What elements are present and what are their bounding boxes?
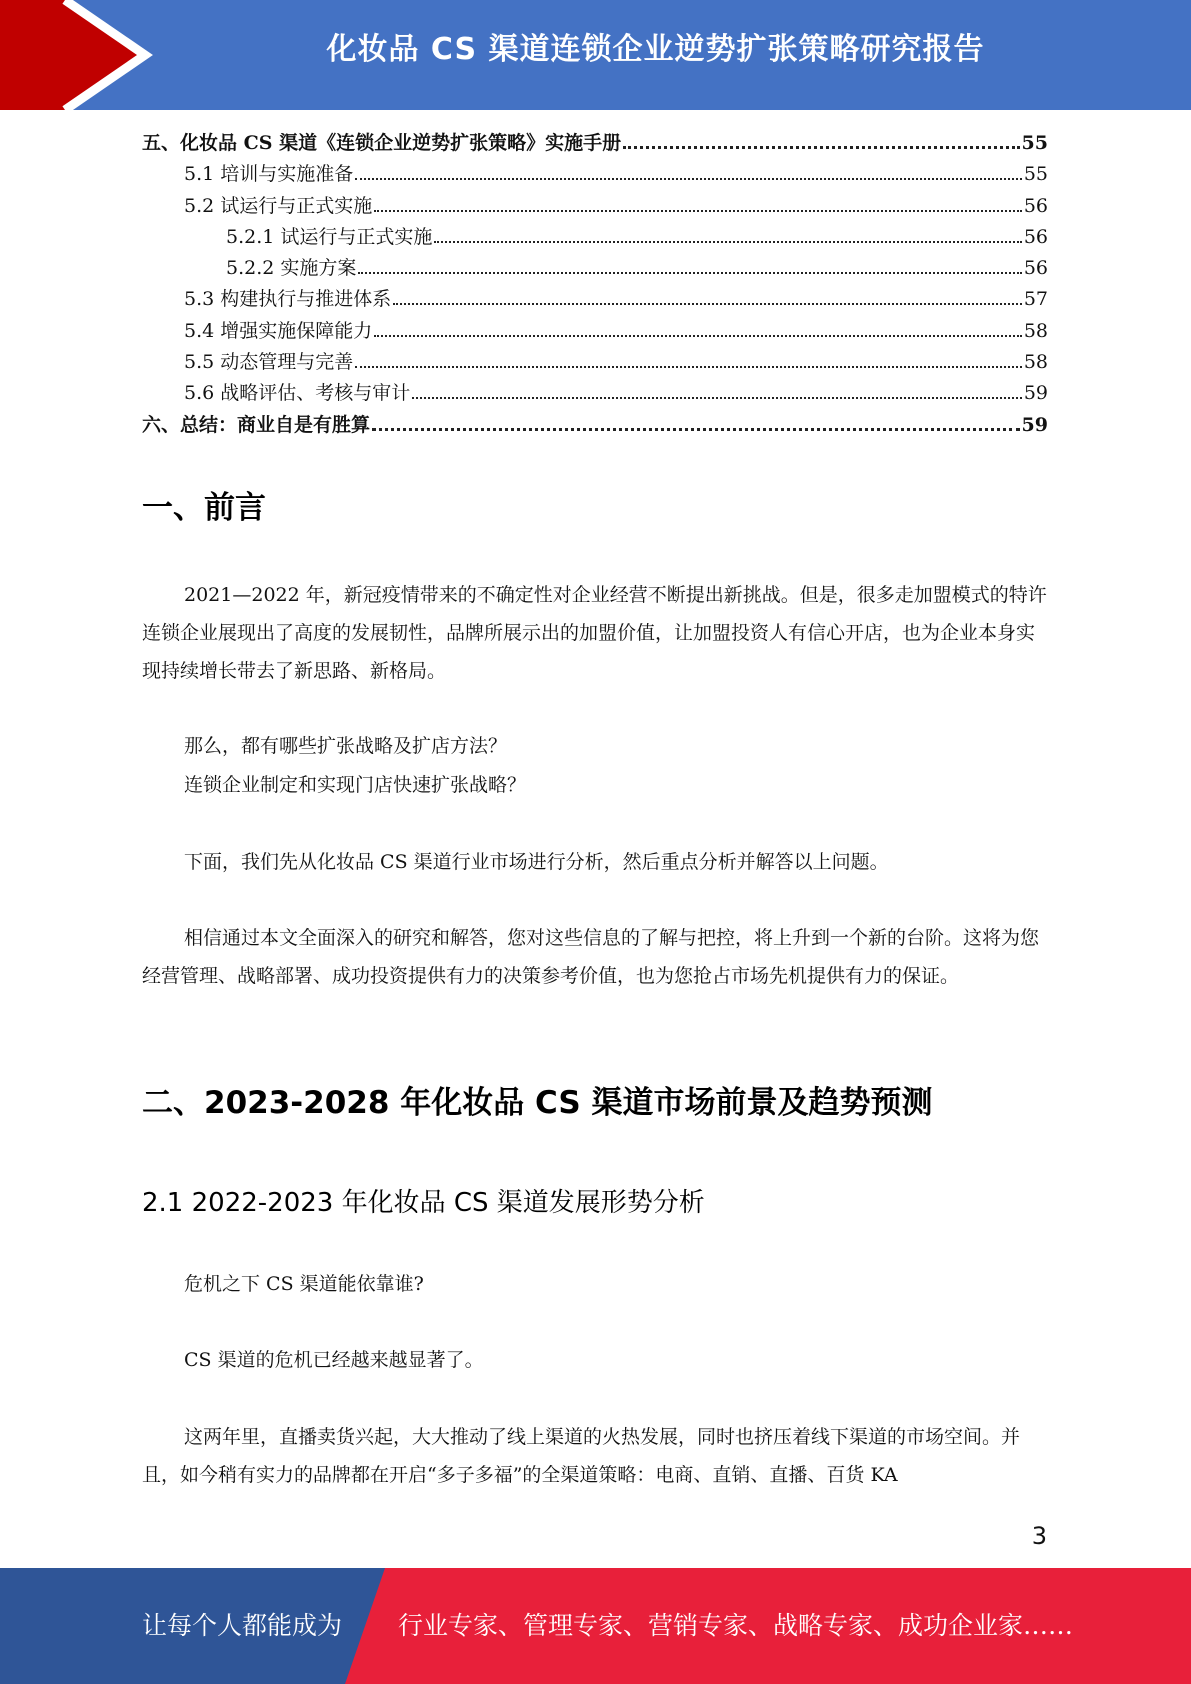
toc-entry[interactable] <box>142 378 1048 409</box>
table-of-contents <box>142 128 1048 441</box>
toc-entry-label: 5.2 试运行与正式实施 <box>184 194 373 217</box>
toc-entry[interactable] <box>142 128 1048 159</box>
preface-paragraph: 2021—2022 年，新冠疫情带来的不确定性对企业经营不断提出新挑战。但是，很多走加盟模式的特许连锁企业展现出了高度的发展韧性，品牌所展示出的加盟价值，让加盟投资人有信心开店，也为企业本身实现持续增长带去了新思路、新格局。 <box>142 584 1047 682</box>
toc-entry-page: 56 <box>1023 194 1048 217</box>
toc-entry[interactable] <box>142 284 1048 315</box>
body-paragraph: CS 渠道的危机已经越来越显著了。 <box>184 1349 484 1371</box>
toc-entry-label: 六、总结：商业自是有胜算 <box>142 413 371 436</box>
body-paragraph: 这两年里，直播卖货兴起，大大推动了线上渠道的火热发展，同时也挤压着线下渠道的市场空间。并且，如今稍有实力的品牌都在开启“多子多福”的全渠道策略：电商、直销、直播、百货 KA <box>142 1426 1021 1486</box>
toc-entry-label: 5.6 战略评估、考核与审计 <box>184 382 411 405</box>
toc-leader <box>358 272 1021 274</box>
toc-entry-page: 59 <box>1021 413 1048 436</box>
toc-leader <box>412 397 1022 399</box>
toc-entry-label: 五、化妆品 CS 渠道《连锁企业逆势扩张策略》实施手册 <box>142 132 622 154</box>
toc-entry-page: 56 <box>1023 257 1048 280</box>
toc-leader <box>355 366 1022 368</box>
toc-entry-label: 5.3 构建执行与推进体系 <box>184 288 392 311</box>
preface-question-2: 连锁企业制定和实现门店快速扩张战略？ <box>184 774 527 796</box>
toc-entry-label: 5.2.1 试运行与正式实施 <box>226 225 433 248</box>
toc-entry-page: 59 <box>1023 382 1048 405</box>
toc-leader <box>372 428 1020 431</box>
toc-entry-page: 58 <box>1023 319 1048 342</box>
document-title: 化妆品 CS 渠道连锁企业逆势扩张策略研究报告 <box>326 32 985 67</box>
toc-entry[interactable] <box>142 253 1048 284</box>
toc-entry-label: 5.5 动态管理与完善 <box>184 351 354 374</box>
toc-leader <box>374 335 1022 337</box>
toc-entry-page: 55 <box>1023 163 1048 186</box>
preface-paragraph: 下面，我们先从化妆品 CS 渠道行业市场进行分析，然后重点分析并解答以上问题。 <box>184 851 889 873</box>
toc-entry-page: 55 <box>1021 132 1048 154</box>
toc-entry[interactable] <box>142 410 1048 441</box>
toc-entry-page: 58 <box>1023 351 1048 374</box>
toc-entry-page: 57 <box>1023 288 1048 311</box>
toc-entry[interactable] <box>142 316 1048 347</box>
toc-leader <box>623 146 1019 149</box>
toc-leader <box>374 210 1022 212</box>
footer-slogan-left: 让每个人都能成为 <box>142 1611 343 1640</box>
toc-entry-label: 5.4 增强实施保障能力 <box>184 319 373 342</box>
page-number: 3 <box>1031 1522 1047 1550</box>
preface-paragraph: 相信通过本文全面深入的研究和解答，您对这些信息的了解与把控，将上升到一个新的台阶。这将为您经营管理、战略部署、成功投资提供有力的决策参考价值，也为您抢占市场先机提供有力的保证。 <box>142 927 1040 987</box>
toc-entry[interactable] <box>142 222 1048 253</box>
toc-entry-page: 56 <box>1023 225 1048 248</box>
subsection-heading-2-1: 2.1 2022-2023 年化妆品 CS 渠道发展形势分析 <box>142 1188 705 1218</box>
toc-entry[interactable] <box>142 159 1048 190</box>
page-footer <box>0 1568 1191 1684</box>
toc-leader <box>434 241 1021 243</box>
toc-entry-label: 5.2.2 实施方案 <box>226 257 357 280</box>
toc-leader <box>393 303 1022 305</box>
section-heading-market-outlook: 二、2023-2028 年化妆品 CS 渠道市场前景及趋势预测 <box>142 1085 933 1121</box>
page-header <box>0 0 1191 110</box>
footer-slogan-right: 行业专家、管理专家、营销专家、战略专家、成功企业家…… <box>398 1611 1074 1640</box>
toc-entry-label: 5.1 培训与实施准备 <box>184 163 354 186</box>
toc-leader <box>355 178 1022 180</box>
preface-question-1: 那么，都有哪些扩张战略及扩店方法？ <box>184 735 508 757</box>
toc-entry[interactable] <box>142 191 1048 222</box>
section-heading-preface: 一、前言 <box>142 490 266 526</box>
toc-entry[interactable] <box>142 347 1048 378</box>
body-paragraph: 危机之下 CS 渠道能依靠谁? <box>184 1273 424 1295</box>
